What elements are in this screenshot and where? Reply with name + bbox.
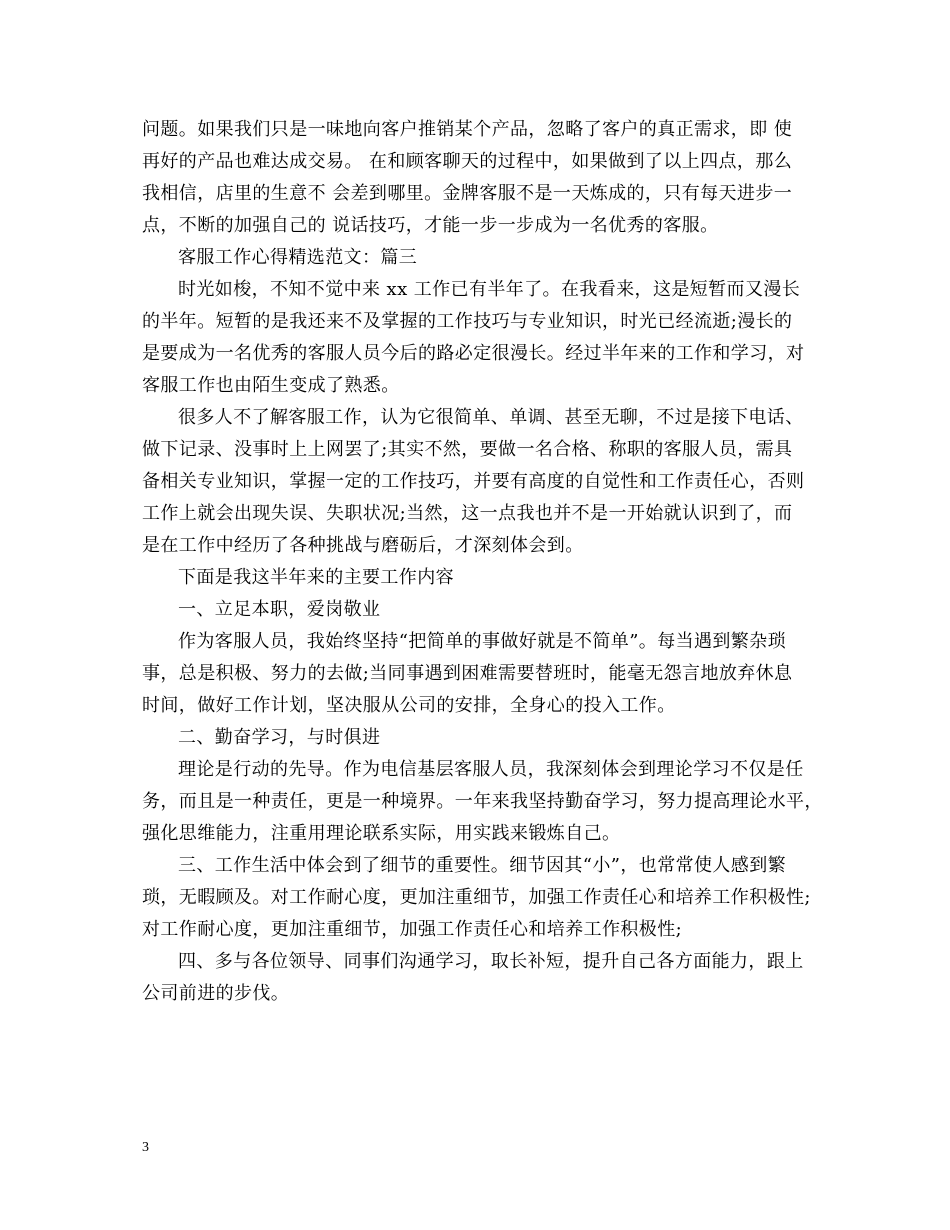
text-line: 四、多与各位领导、同事们沟通学习，取长补短，提升自己各方面能力，跟上 <box>178 951 804 972</box>
text-line: 二、勤奋学习，与时俱进 <box>178 727 381 748</box>
text-line: 三、工作生活中体会到了细节的重要性。细节因其“小”，也常常使人感到繁 <box>178 855 787 876</box>
text-line: 下面是我这半年来的主要工作内容 <box>178 567 454 588</box>
text-line: 备相关专业知识，掌握一定的工作技巧，并要有高度的自觉性和工作责任心，否则 <box>142 471 805 492</box>
text-line: 问题。如果我们只是一味地向客户推销某个产品，忽略了客户的真正需求，即 使 <box>142 119 793 140</box>
text-line: 工作上就会出现失误、失职状况;当然，这一点我也并不是一开始就认识到了，而 <box>142 503 793 524</box>
document-body <box>142 114 822 1010</box>
page-number: 3 <box>142 1140 149 1155</box>
text-line: 对工作耐心度，更加注重细节，加强工作责任心和培养工作积极性; <box>142 919 683 940</box>
text-line: 再好的产品也难达成交易。 在和顾客聊天的过程中，如果做到了以上四点，那么 <box>142 151 793 172</box>
text-line: 理论是行动的先导。作为电信基层客服人员，我深刻体会到理论学习不仅是任 <box>178 759 804 780</box>
text-line: 是要成为一名优秀的客服人员今后的路必定很漫长。经过半年来的工作和学习，对 <box>142 343 805 364</box>
text-line: 一、立足本职，爱岗敬业 <box>178 599 381 620</box>
text-line: 时光如梭，不知不觉中来 xx 工作已有半年了。在我看来，这是短暂而又漫长 <box>178 279 801 300</box>
text-line: 点，不断的加强自己的 说话技巧，才能一步一步成为一名优秀的客服。 <box>142 215 719 236</box>
text-line: 做下记录、没事时上上网罢了;其实不然，要做一名合格、称职的客服人员，需具 <box>142 439 793 460</box>
text-line: 事，总是积极、努力的去做;当同事遇到困难需要替班时，能毫无怨言地放弃休息 <box>142 663 793 684</box>
text-line: 客服工作也由陌生变成了熟悉。 <box>142 375 400 396</box>
text-line: 客服工作心得精选范文：篇三 <box>178 247 418 268</box>
text-line: 时间，做好工作计划，坚决服从公司的安排，全身心的投入工作。 <box>142 695 676 716</box>
text-line: 务，而且是一种责任，更是一种境界。一年来我坚持勤奋学习，努力提高理论水平， <box>142 791 823 812</box>
text-line: 的半年。短暂的是我还来不及掌握的工作技巧与专业知识，时光已经流逝;漫长的 <box>142 311 793 332</box>
text-line: 强化思维能力，注重用理论联系实际，用实践来锻炼自己。 <box>142 823 621 844</box>
text-line: 是在工作中经历了各种挑战与磨砺后，才深刻体会到。 <box>142 535 584 556</box>
text-line: 我相信，店里的生意不 会差到哪里。金牌客服不是一天炼成的，只有每天进步一 <box>142 183 793 204</box>
text-line: 作为客服人员，我始终坚持“把简单的事做好就是不简单”。每当遇到繁杂琐 <box>178 631 787 652</box>
text-line: 琐，无暇顾及。对工作耐心度，更加注重细节，加强工作责任心和培养工作积极性; <box>142 887 811 908</box>
text-line: 公司前进的步伐。 <box>142 983 290 1004</box>
text-line: 很多人不了解客服工作，认为它很简单、单调、甚至无聊，不过是接下电话、 <box>178 407 804 428</box>
